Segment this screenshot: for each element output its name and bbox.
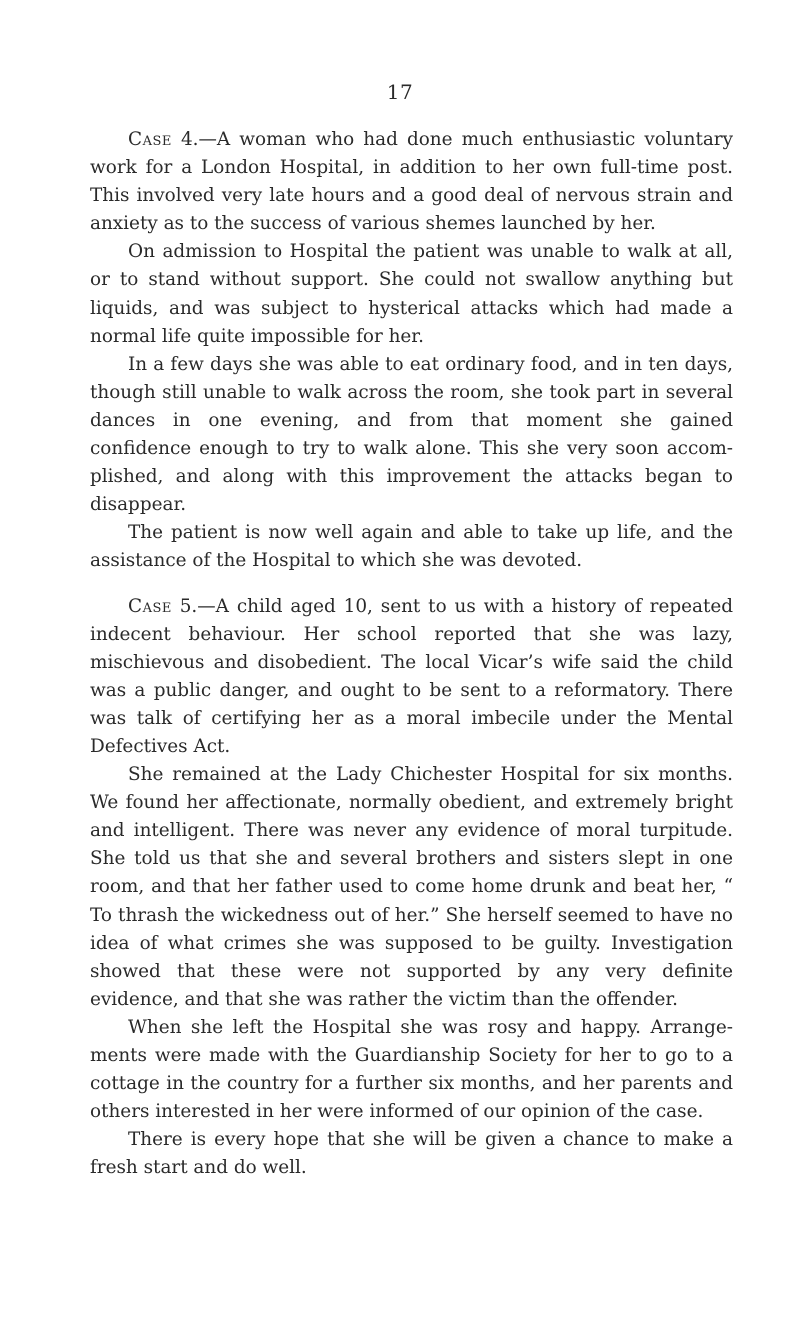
case-4-paragraph-4: The patient is now well again and able to take up life, and the assistance of the Hospital to which she was devoted. [90, 522, 733, 572]
page-number: 17 [386, 80, 414, 104]
body-text [90, 126, 733, 1182]
case-5 [90, 593, 733, 1183]
case-4-paragraph-2: On admission to Hospital the patient was unable to walk at all, or to stand without support. She could not swallow anything but liquids, and was subject to hysterical attacks which had made a normal life quite impossible for her. [90, 241, 733, 347]
case-4 [90, 126, 733, 576]
case-intro-text: 4.—A woman who had done much enthusiastic voluntary work for a London Hospital, in addition to her own full-time post. This involved very late hours and a good deal of nervous strain and anxiety as to the success of various shemes launched by her. [90, 129, 733, 235]
case-5-paragraph-2: She remained at the Lady Chichester Hospital for six months. We found her affectionate, normally obedient, and extremely bright and intelligent. There was never any evidence of moral turpitude. She told us that she and several brothers and sisters slept in one room, and that her father used to come home drunk and beat her, “ To thrash the wickedness out of her.” She herself seemed to have no idea of what crimes she was supposed to be guilty. Investigation showed that these were not supported by any very definite evidence, and that she was rather the victim than the offender. [90, 764, 733, 1010]
case-4-intro-paragraph [90, 126, 733, 238]
case-label: Case [128, 595, 172, 617]
case-5-intro-paragraph [90, 593, 733, 762]
case-label: Case [128, 129, 172, 150]
case-intro-text: 5.—A child aged 10, sent to us with a history of repeated indecent behaviour. Her school reported that she was lazy, mischievous and disobedient. The local Vicar’s wife said the child was a public danger, and ought to be sent to a reformatory. There was talk of certifying her as a moral imbecile under the Mental Defectives Act. [90, 595, 733, 757]
case-5-paragraph-3: When she left the Hospital she was rosy and happy. Arrangements were made with the Guardianship Society for her to go to a cottage in the country for a further six months, and her parents and others interested in her were informed of our opinion of the case. [90, 1016, 733, 1123]
case-5-paragraph-4: There is every hope that she will be given a chance to make a fresh start and do well. [90, 1129, 733, 1179]
case-4-paragraph-3: In a few days she was able to eat ordinary food, and in ten days, though still unable to walk across the room, she took part in several dances in one evening, and from that moment she gained confidence enough to try to walk alone. This she very soon accomplished, and along with this improvement the attacks began to disappear. [90, 353, 733, 516]
